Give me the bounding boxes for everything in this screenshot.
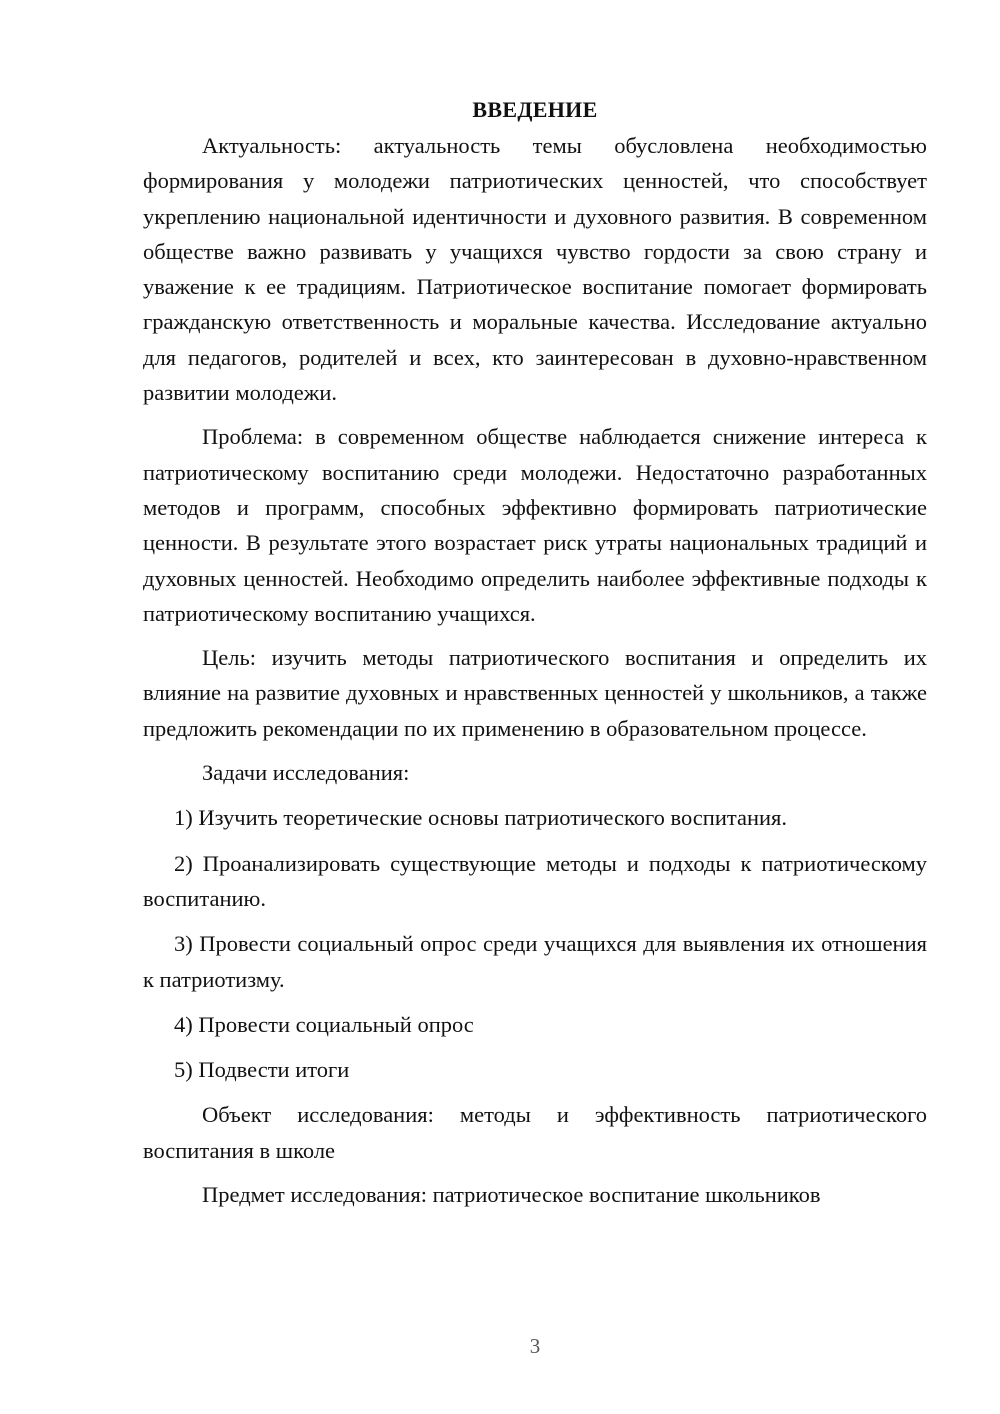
task-item: 2) Проанализировать существующие методы и подходы к патриотическому воспитанию. <box>143 850 927 911</box>
problem-paragraph: Проблема: в современном обществе наблюдается снижение интереса к патриотическому воспитанию среди молодежи. Недостаточно разработанных методов и программ, способных эффективно формировать патриотические ценности. В результате этого возрастает риск утраты национальных традиций и духовных ценностей. Необходимо определить наиболее эффективные подходы к патриотическому воспитанию учащихся. <box>143 424 927 626</box>
task-item: 4) Провести социальный опрос <box>174 1011 474 1037</box>
relevance-paragraph: Актуальность: актуальность темы обусловлена необходимостью формирования у молодежи патриотических ценностей, что способствует укреплению национальной идентичности и духовного развития. В современном обществе важно развивать у учащихся чувство гордости за свою страну и уважение к ее традициям. Патриотическое воспитание помогает формировать гражданскую ответственность и моральные качества. Исследование актуально для педагогов, родителей и всех, кто заинтересован в духовно-нравственном развитии молодежи. <box>143 133 927 406</box>
task-item: 1) Изучить теоретические основы патриотического воспитания. <box>174 805 788 831</box>
tasks-title: Задачи исследования: <box>202 760 410 786</box>
document-page <box>143 94 927 1221</box>
subject-paragraph: Предмет исследования: патриотическое воспитание школьников <box>202 1182 821 1208</box>
object-paragraph: Объект исследования: методы и эффективность патриотического воспитания в школе <box>143 1102 927 1163</box>
task-item: 3) Провести социальный опрос среди учащихся для выявления их отношения к патриотизму. <box>143 931 927 992</box>
goal-paragraph: Цель: изучить методы патриотического воспитания и определить их влияние на развитие духовных и нравственных ценностей у школьников, а также предложить рекомендации по их применению в образовательном процессе. <box>143 645 927 741</box>
page-number: 3 <box>529 1334 541 1358</box>
document-heading: ВВЕДЕНИЕ <box>472 97 598 122</box>
task-item: 5) Подвести итоги <box>174 1057 350 1083</box>
